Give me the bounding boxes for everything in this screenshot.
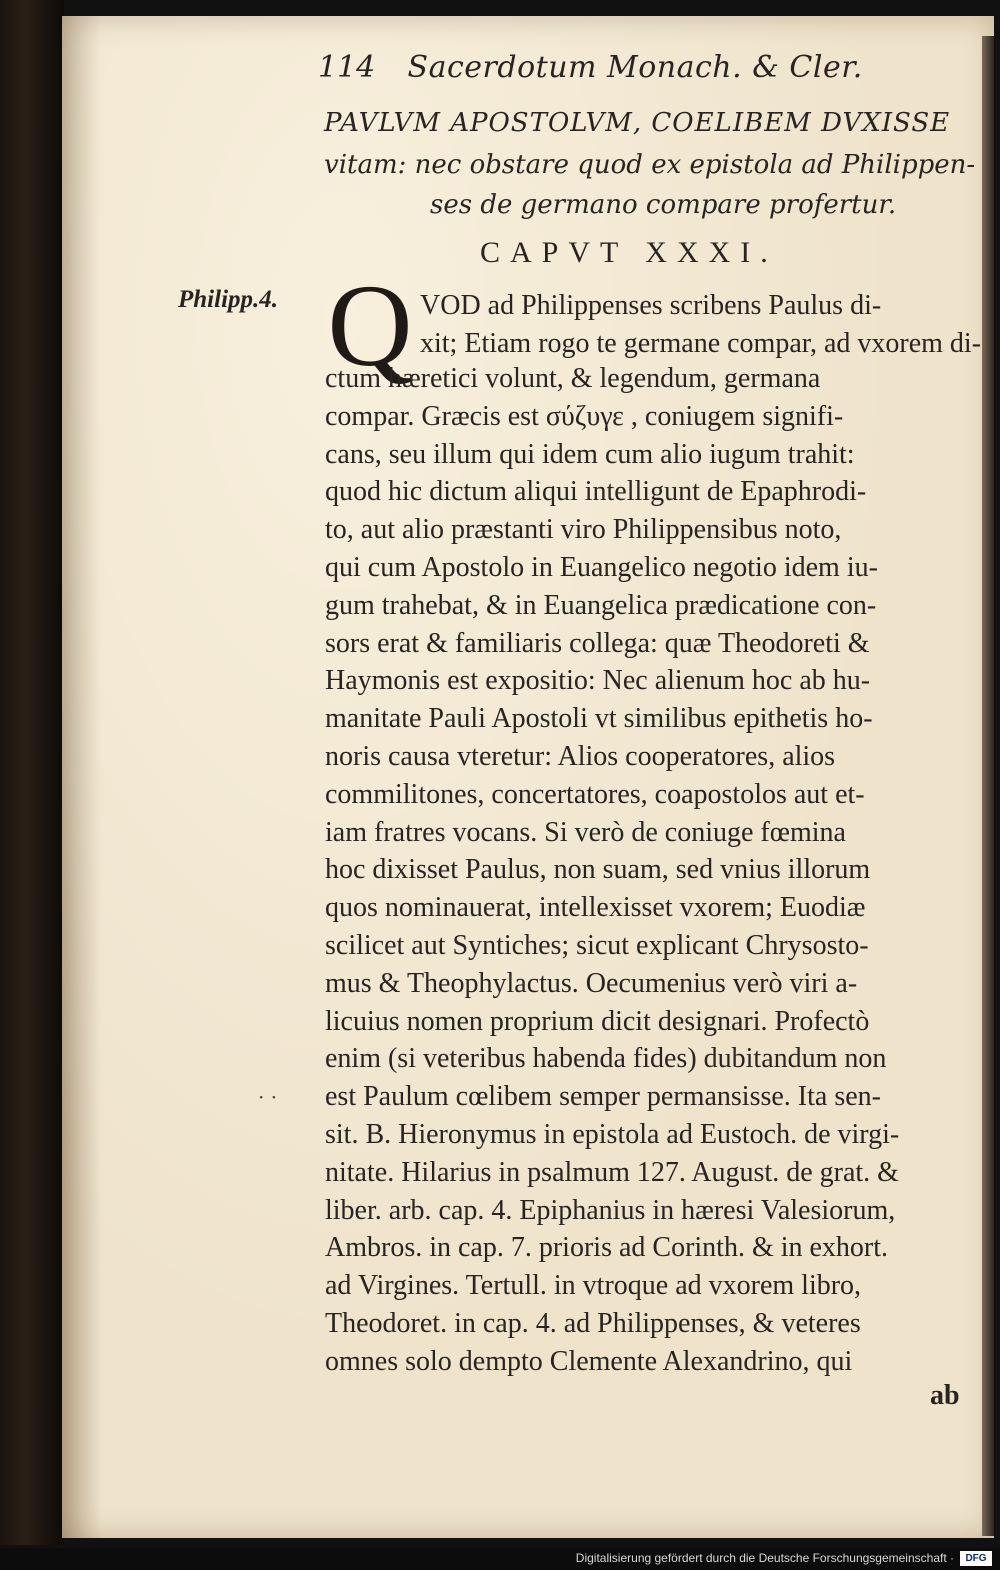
text-line: qui cum Apostolo in Euangelico negotio idem iu- [325,551,878,583]
text-line: cans, seu illum qui idem cum alio iugum trahit: [325,438,855,470]
text-line: mus & Theophylactus. Oecumenius verò viri a- [325,967,858,999]
text-line: Ambros. in cap. 7. prioris ad Corinth. & in exhort. [325,1232,889,1264]
body-text [325,360,990,1381]
text-line: quod hic dictum aliqui intelligunt de Epaphrodi- [325,476,867,508]
chapter-heading-line-3: ses de germano compare profertur. [430,190,897,220]
text-line: hoc dixisset Paulus, non suam, sed vnius illorum [325,854,871,886]
dropcap-initial: Q [327,260,413,391]
margin-mark: · · [258,1085,278,1109]
text-line: nitate. Hilarius in psalmum 127. August. de grat. & [325,1156,899,1188]
text-line: iam fratres vocans. Si verò de coniuge fœmina [325,816,846,848]
text-line: liber. arb. cap. 4. Epiphanius in hæresi Valesiorum, [325,1194,896,1226]
margin-note: Philipp.4. [178,286,279,313]
text-line: quos nominauerat, intellexisset vxorem; Euodiæ [325,892,866,924]
dfg-logo: DFG [960,1551,992,1566]
footer-credit: Digitalisierung gefördert durch die Deutsche Forschungsgemeinschaft · [575,1551,954,1565]
text-line: sors erat & familiaris collega: quæ Theodoreti & [325,627,870,659]
text-line: compar. Græcis est σύζυγε , coniugem signifi- [325,400,844,432]
text-line: scilicet aut Syntiches; sicut explicant Chrysosto- [325,929,869,961]
text-line: ctum hæretici volunt, & legendum, germana [325,363,821,394]
text-line: ad Virgines. Tertull. in vtroque ad vxorem libro, [325,1270,862,1302]
book-binding-edge [0,0,64,1545]
text-line: commilitones, concertatores, coapostolos aut et- [325,778,865,810]
footer-bar [0,1548,1000,1570]
text-line: licuius nomen proprium dicit designari. Profectò [325,1005,870,1037]
text-line: noris causa vteretur: Alios cooperatores, alios [325,740,836,772]
dropcap-line-1: VOD ad Philippenses scribens Paulus di- [420,290,882,321]
page-header [318,50,918,85]
chapter-heading-line-2: vitam: nec obstare quod ex epistola ad Philippen- [324,150,976,180]
text-line: sit. B. Hieronymus in epistola ad Eustoch. de virgi- [325,1118,900,1150]
chapter-number: CAPVT XXXI. [480,236,778,269]
text-line: est Paulum cœlibem semper permansisse. Ita sen- [325,1081,881,1113]
text-line: Haymonis est expositio: Nec alienum hoc ab hu- [325,665,871,697]
text-line: gum trahebat, & in Euangelica prædicatione con- [325,589,877,621]
text-line: manitate Pauli Apostoli vt similibus epithetis ho- [325,703,873,735]
text-line: Theodoret. in cap. 4. ad Philippenses, & veteres [325,1307,861,1339]
chapter-heading-line-1: PAVLVM APOSTOLVM, COELIBEM DVXISSE [324,108,951,138]
text-line: omnes solo dempto Clemente Alexandrino, qui [325,1345,853,1377]
dropcap-line-2: xit; Etiam rogo te germane compar, ad vxorem di- [420,328,982,359]
catchword: ab [930,1380,960,1411]
running-head: Sacerdotum Monach. & Cler. [407,50,863,85]
text-line: enim (si veteribus habenda fides) dubitandum non [325,1043,887,1075]
page-number: 114 [318,50,376,85]
text-line: to, aut alio præstanti viro Philippensibus noto, [325,514,842,546]
